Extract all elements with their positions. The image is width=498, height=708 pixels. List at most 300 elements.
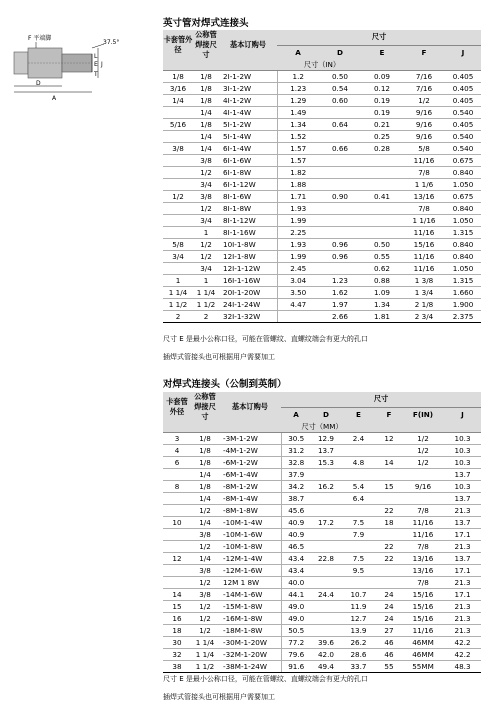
table-cell: 1.57: [277, 143, 319, 155]
table-row: [163, 119, 481, 131]
table-cell: 33.7: [341, 661, 376, 673]
table-cell: 2 3/4: [403, 311, 445, 323]
table-cell: -4M-1-2W: [219, 445, 281, 457]
header-j: J: [445, 45, 481, 60]
table-cell: 18: [376, 517, 402, 529]
table-cell: [319, 167, 361, 179]
table-cell: [163, 155, 193, 167]
table-row: [163, 469, 481, 481]
table-cell: [163, 227, 193, 239]
table-row: [163, 481, 481, 493]
diagram-label-l: L: [94, 53, 98, 60]
table-cell: 7.5: [341, 517, 376, 529]
table-cell: 7/8: [402, 577, 444, 589]
table-cell: [311, 493, 341, 505]
table-cell: 0.840: [445, 251, 481, 263]
table-cell: 1 1/2: [163, 299, 193, 311]
table-cell: -8M-1-4W: [219, 493, 281, 505]
table-cell: 1.97: [319, 299, 361, 311]
diagram-label-a: A: [52, 95, 57, 102]
header-a: A: [277, 45, 319, 60]
table-cell: 24: [376, 589, 402, 601]
table-row: [163, 143, 481, 155]
table-cell: 30: [163, 637, 191, 649]
table-cell: 9/16: [402, 481, 444, 493]
table-cell: 13/16: [402, 553, 444, 565]
table-cell: 49.4: [311, 661, 341, 673]
table-cell: 1.99: [277, 251, 319, 263]
table-cell: [341, 541, 376, 553]
table-cell: 10.7: [341, 589, 376, 601]
table-cell: 1.29: [277, 95, 319, 107]
diagram-label-f: F 平端脚: [28, 35, 52, 42]
diagram-label-e: E: [94, 61, 98, 68]
table-cell: 13.7: [444, 553, 481, 565]
table-cell: 32: [163, 649, 191, 661]
table-cell: 21.3: [444, 613, 481, 625]
table-cell: 12M 1 8W: [219, 577, 281, 589]
table-cell: 6I-1-8W: [219, 167, 277, 179]
table-cell: 1/4: [193, 143, 219, 155]
header-order-no: 基本订购号: [219, 30, 277, 60]
table-cell: 2.66: [319, 311, 361, 323]
table-cell: 5.4: [341, 481, 376, 493]
table-cell: 2: [163, 311, 193, 323]
table-cell: 0.62: [361, 263, 403, 275]
table-cell: 1 3/4: [403, 287, 445, 299]
table-cell: 17.2: [311, 517, 341, 529]
table-cell: 3I-1-2W: [219, 83, 277, 95]
table-cell: 3/8: [163, 143, 193, 155]
table-cell: 1.050: [445, 215, 481, 227]
table-cell: 0.405: [445, 119, 481, 131]
m-header-order-no: 基本订购号: [219, 392, 281, 422]
table-cell: 0.96: [319, 239, 361, 251]
fitting-diagram: [8, 30, 160, 110]
table-cell: [376, 469, 402, 481]
table-cell: 13/16: [402, 565, 444, 577]
table-row: [163, 311, 481, 323]
table-cell: 0.28: [361, 143, 403, 155]
table-cell: 44.1: [281, 589, 311, 601]
table-cell: 0.60: [319, 95, 361, 107]
table-cell: 1/2: [191, 505, 219, 517]
table-row: [163, 529, 481, 541]
table-cell: 43.4: [281, 565, 311, 577]
table-cell: 15/16: [403, 239, 445, 251]
table-cell: 40.9: [281, 517, 311, 529]
table-cell: [319, 107, 361, 119]
table-cell: 16I-1-16W: [219, 275, 277, 287]
table-cell: 16: [163, 613, 191, 625]
table-cell: 8I-1-8W: [219, 203, 277, 215]
table-cell: 17.1: [444, 589, 481, 601]
table-cell: 1.49: [277, 107, 319, 119]
table-cell: [277, 311, 319, 323]
table-cell: 13.7: [444, 469, 481, 481]
table-cell: 2.45: [277, 263, 319, 275]
table-cell: 7/8: [403, 167, 445, 179]
table-cell: 10.3: [444, 445, 481, 457]
table-cell: 21.3: [444, 577, 481, 589]
table-cell: 1/8: [191, 445, 219, 457]
table-cell: 6I-1-6W: [219, 155, 277, 167]
section2-note2: 插焊式管接头也可根据用户需要加工: [163, 693, 275, 701]
table-cell: [163, 203, 193, 215]
table-row: [163, 263, 481, 275]
table-cell: -14M-1-6W: [219, 589, 281, 601]
table-cell: 9.5: [341, 565, 376, 577]
table-cell: 1/2: [193, 167, 219, 179]
table-row: [163, 625, 481, 637]
table-cell: 13.9: [341, 625, 376, 637]
table-cell: [311, 601, 341, 613]
table-cell: 0.66: [319, 143, 361, 155]
table-cell: 50.5: [281, 625, 311, 637]
table-cell: 1/8: [193, 71, 219, 83]
table-cell: 1/2: [191, 613, 219, 625]
table-cell: 3/8: [191, 529, 219, 541]
table-cell: 28.6: [341, 649, 376, 661]
table-cell: [163, 179, 193, 191]
table-cell: 1/4: [191, 553, 219, 565]
table-cell: 1 1/2: [193, 299, 219, 311]
table-cell: 1 1/4: [163, 287, 193, 299]
table-cell: [163, 541, 191, 553]
table-cell: 3.50: [277, 287, 319, 299]
table-cell: [376, 577, 402, 589]
table-cell: 10I-1-8W: [219, 239, 277, 251]
table-cell: 1/2: [191, 541, 219, 553]
table-cell: 1.62: [319, 287, 361, 299]
table-cell: 40.0: [281, 577, 311, 589]
table-cell: [361, 179, 403, 191]
table-cell: 6: [163, 457, 191, 469]
table-cell: [402, 493, 444, 505]
table-cell: 1.660: [445, 287, 481, 299]
table-cell: 48.3: [444, 661, 481, 673]
table-cell: [311, 613, 341, 625]
table-row: [163, 637, 481, 649]
table-cell: 1/8: [193, 95, 219, 107]
m-unit-label: 尺寸（MM）: [163, 422, 481, 433]
table-cell: 30.5: [281, 433, 311, 445]
table-cell: 46: [376, 637, 402, 649]
table-cell: 1: [163, 275, 193, 287]
table-cell: 46MM: [402, 637, 444, 649]
table-cell: 46.5: [281, 541, 311, 553]
table-cell: 12.7: [341, 613, 376, 625]
table-cell: 22: [376, 553, 402, 565]
table-cell: 1.23: [319, 275, 361, 287]
table-cell: 6I-1-12W: [219, 179, 277, 191]
table-cell: 5/16: [163, 119, 193, 131]
table-cell: 1/8: [163, 71, 193, 83]
metric-weld-table: [163, 392, 481, 673]
table-cell: 15/16: [402, 589, 444, 601]
table-cell: 1.23: [277, 83, 319, 95]
table-cell: [361, 215, 403, 227]
table-cell: [361, 167, 403, 179]
table-cell: [311, 469, 341, 481]
table-cell: 3/16: [163, 83, 193, 95]
table-row: [163, 179, 481, 191]
table-cell: 11/16: [402, 625, 444, 637]
table-cell: [163, 263, 193, 275]
table-cell: 0.405: [445, 95, 481, 107]
diagram-label-d: D: [36, 80, 41, 87]
table-cell: [311, 577, 341, 589]
table-cell: [319, 227, 361, 239]
table-cell: [163, 565, 191, 577]
table-cell: [163, 529, 191, 541]
table-cell: 1/2: [402, 445, 444, 457]
table-cell: [311, 565, 341, 577]
table-cell: 0.675: [445, 191, 481, 203]
table-cell: 4I-1-2W: [219, 95, 277, 107]
table-cell: -10M-1-6W: [219, 529, 281, 541]
table-cell: 1/2: [191, 601, 219, 613]
table-cell: 15: [163, 601, 191, 613]
table-cell: 10: [163, 517, 191, 529]
table-cell: 1.900: [445, 299, 481, 311]
table-cell: 10.3: [444, 481, 481, 493]
table-cell: 11/16: [403, 263, 445, 275]
table-cell: 1/2: [402, 457, 444, 469]
table-cell: 77.2: [281, 637, 311, 649]
table-cell: 1.050: [445, 179, 481, 191]
table-cell: 3/4: [193, 215, 219, 227]
table-cell: -3M-1-2W: [219, 433, 281, 445]
table-cell: 0.12: [361, 83, 403, 95]
section1-note2: 插焊式管接头也可根据用户需要加工: [163, 353, 275, 361]
table-cell: 1 3/8: [403, 275, 445, 287]
table-cell: 13.7: [444, 517, 481, 529]
header-tube-od: 卡套管外径: [163, 30, 193, 60]
table-cell: [311, 529, 341, 541]
table-cell: 0.21: [361, 119, 403, 131]
table-cell: [163, 469, 191, 481]
m-header-f: F: [376, 407, 402, 422]
table-cell: 0.840: [445, 167, 481, 179]
table-row: [163, 203, 481, 215]
table-row: [163, 299, 481, 311]
diagram-label-angle: 37.5°: [103, 39, 120, 46]
table-cell: -8M-1-2W: [219, 481, 281, 493]
table-cell: [311, 541, 341, 553]
table-cell: 0.25: [361, 131, 403, 143]
m-header-e: E: [341, 407, 376, 422]
table-cell: 1.99: [277, 215, 319, 227]
table-cell: 6.4: [341, 493, 376, 505]
table-cell: 13.7: [444, 493, 481, 505]
table-cell: 3: [163, 433, 191, 445]
table-cell: 14: [376, 457, 402, 469]
table-cell: 7.9: [341, 529, 376, 541]
table-cell: 40.9: [281, 529, 311, 541]
table-cell: 55: [376, 661, 402, 673]
table-cell: -8M-1-8W: [219, 505, 281, 517]
table-cell: 0.540: [445, 143, 481, 155]
table-cell: -32M-1-20W: [219, 649, 281, 661]
table-cell: -6M-1-4W: [219, 469, 281, 481]
table-cell: 22: [376, 541, 402, 553]
table-cell: 21.3: [444, 625, 481, 637]
table-row: [163, 95, 481, 107]
m-header-d: D: [311, 407, 341, 422]
table-cell: 0.90: [319, 191, 361, 203]
table-cell: -12M-1-6W: [219, 565, 281, 577]
table-cell: 0.88: [361, 275, 403, 287]
table-cell: 1.34: [277, 119, 319, 131]
table-row: [163, 589, 481, 601]
table-row: [163, 493, 481, 505]
table-cell: 79.6: [281, 649, 311, 661]
table-cell: 2I-1-2W: [219, 71, 277, 83]
table-cell: 0.405: [445, 83, 481, 95]
header-dims: 尺寸: [277, 30, 481, 45]
table-cell: 3/8: [193, 191, 219, 203]
table-cell: [319, 263, 361, 275]
table-cell: 1/8: [193, 83, 219, 95]
table-cell: [163, 107, 193, 119]
table-cell: 15/16: [402, 613, 444, 625]
table-cell: -15M-1-8W: [219, 601, 281, 613]
table-cell: 7/16: [403, 71, 445, 83]
table-cell: 43.4: [281, 553, 311, 565]
table-cell: 32I-1-32W: [219, 311, 277, 323]
table-cell: 1.050: [445, 263, 481, 275]
table-row: [163, 649, 481, 661]
table-cell: 13.7: [311, 445, 341, 457]
table-cell: 0.50: [361, 239, 403, 251]
table-cell: 3/4: [193, 263, 219, 275]
m-header-tube-od: 卡套管外径: [163, 392, 191, 422]
table-cell: 1 1/4: [191, 649, 219, 661]
table-cell: 1.71: [277, 191, 319, 203]
table-cell: [163, 131, 193, 143]
table-cell: 5I-1-4W: [219, 131, 277, 143]
table-cell: 1.34: [361, 299, 403, 311]
table-cell: 1: [193, 227, 219, 239]
table-cell: 1 1/6: [403, 179, 445, 191]
table-cell: 1.09: [361, 287, 403, 299]
table-cell: 8I-1-6W: [219, 191, 277, 203]
table-cell: 22: [376, 505, 402, 517]
table-cell: 38: [163, 661, 191, 673]
table-cell: 4I-1-4W: [219, 107, 277, 119]
table-cell: -30M-1-20W: [219, 637, 281, 649]
section2-title: 对焊式连接头（公制到英制）: [163, 379, 287, 390]
table-cell: 11/16: [402, 517, 444, 529]
table-cell: -38M-1-24W: [219, 661, 281, 673]
table-cell: 7/16: [403, 83, 445, 95]
table-cell: 1.88: [277, 179, 319, 191]
table-cell: 8I-1-12W: [219, 215, 277, 227]
table-cell: 4.47: [277, 299, 319, 311]
table-cell: 46: [376, 649, 402, 661]
table-cell: 16.2: [311, 481, 341, 493]
table-row: [163, 613, 481, 625]
table-row: [163, 71, 481, 83]
table-cell: 18: [163, 625, 191, 637]
table-cell: 21.3: [444, 505, 481, 517]
table-cell: [163, 505, 191, 517]
table-cell: 24: [376, 601, 402, 613]
table-row: [163, 239, 481, 251]
table-cell: 20I-1-20W: [219, 287, 277, 299]
table-cell: 7.5: [341, 553, 376, 565]
m-header-a: A: [281, 407, 311, 422]
table-cell: 55MM: [402, 661, 444, 673]
table-cell: 0.96: [319, 251, 361, 263]
table-cell: 46MM: [402, 649, 444, 661]
table-cell: 9/16: [403, 131, 445, 143]
table-cell: 38.7: [281, 493, 311, 505]
table-cell: 2.4: [341, 433, 376, 445]
table-cell: 91.6: [281, 661, 311, 673]
table-cell: 1/4: [193, 131, 219, 143]
table-cell: 0.540: [445, 107, 481, 119]
table-row: [163, 131, 481, 143]
table-row: [163, 83, 481, 95]
table-cell: 0.675: [445, 155, 481, 167]
m-header-j: J: [444, 407, 481, 422]
table-cell: [376, 565, 402, 577]
table-cell: 21.3: [444, 601, 481, 613]
table-cell: [311, 505, 341, 517]
table-cell: 49.0: [281, 613, 311, 625]
inch-weld-table: [163, 30, 481, 323]
header-e: E: [361, 45, 403, 60]
table-cell: 12: [163, 553, 191, 565]
table-row: [163, 251, 481, 263]
table-cell: [376, 529, 402, 541]
table-cell: 1.82: [277, 167, 319, 179]
table-cell: 1.52: [277, 131, 319, 143]
table-cell: [376, 493, 402, 505]
table-cell: 0.540: [445, 131, 481, 143]
table-cell: 12: [376, 433, 402, 445]
table-cell: 0.50: [319, 71, 361, 83]
table-cell: 39.6: [311, 637, 341, 649]
table-row: [163, 505, 481, 517]
table-cell: [319, 179, 361, 191]
table-cell: 0.19: [361, 95, 403, 107]
table-cell: 5/8: [403, 143, 445, 155]
table-row: [163, 107, 481, 119]
table-cell: 14: [163, 589, 191, 601]
table-row: [163, 577, 481, 589]
table-cell: 0.840: [445, 239, 481, 251]
table-cell: 1/8: [191, 457, 219, 469]
table-cell: [319, 131, 361, 143]
table-cell: 17.1: [444, 529, 481, 541]
table-cell: -6M-1-2W: [219, 457, 281, 469]
table-row: [163, 215, 481, 227]
diagram-label-t: T: [94, 71, 98, 78]
header-f: F: [403, 45, 445, 60]
unit-label: 尺寸（IN）: [163, 60, 481, 71]
table-cell: 1 1/4: [191, 637, 219, 649]
table-cell: 1/2: [163, 191, 193, 203]
table-cell: 1.93: [277, 239, 319, 251]
table-cell: 15.3: [311, 457, 341, 469]
table-cell: 3.04: [277, 275, 319, 287]
table-cell: 11/16: [402, 529, 444, 541]
table-cell: 8: [163, 481, 191, 493]
table-cell: 0.41: [361, 191, 403, 203]
